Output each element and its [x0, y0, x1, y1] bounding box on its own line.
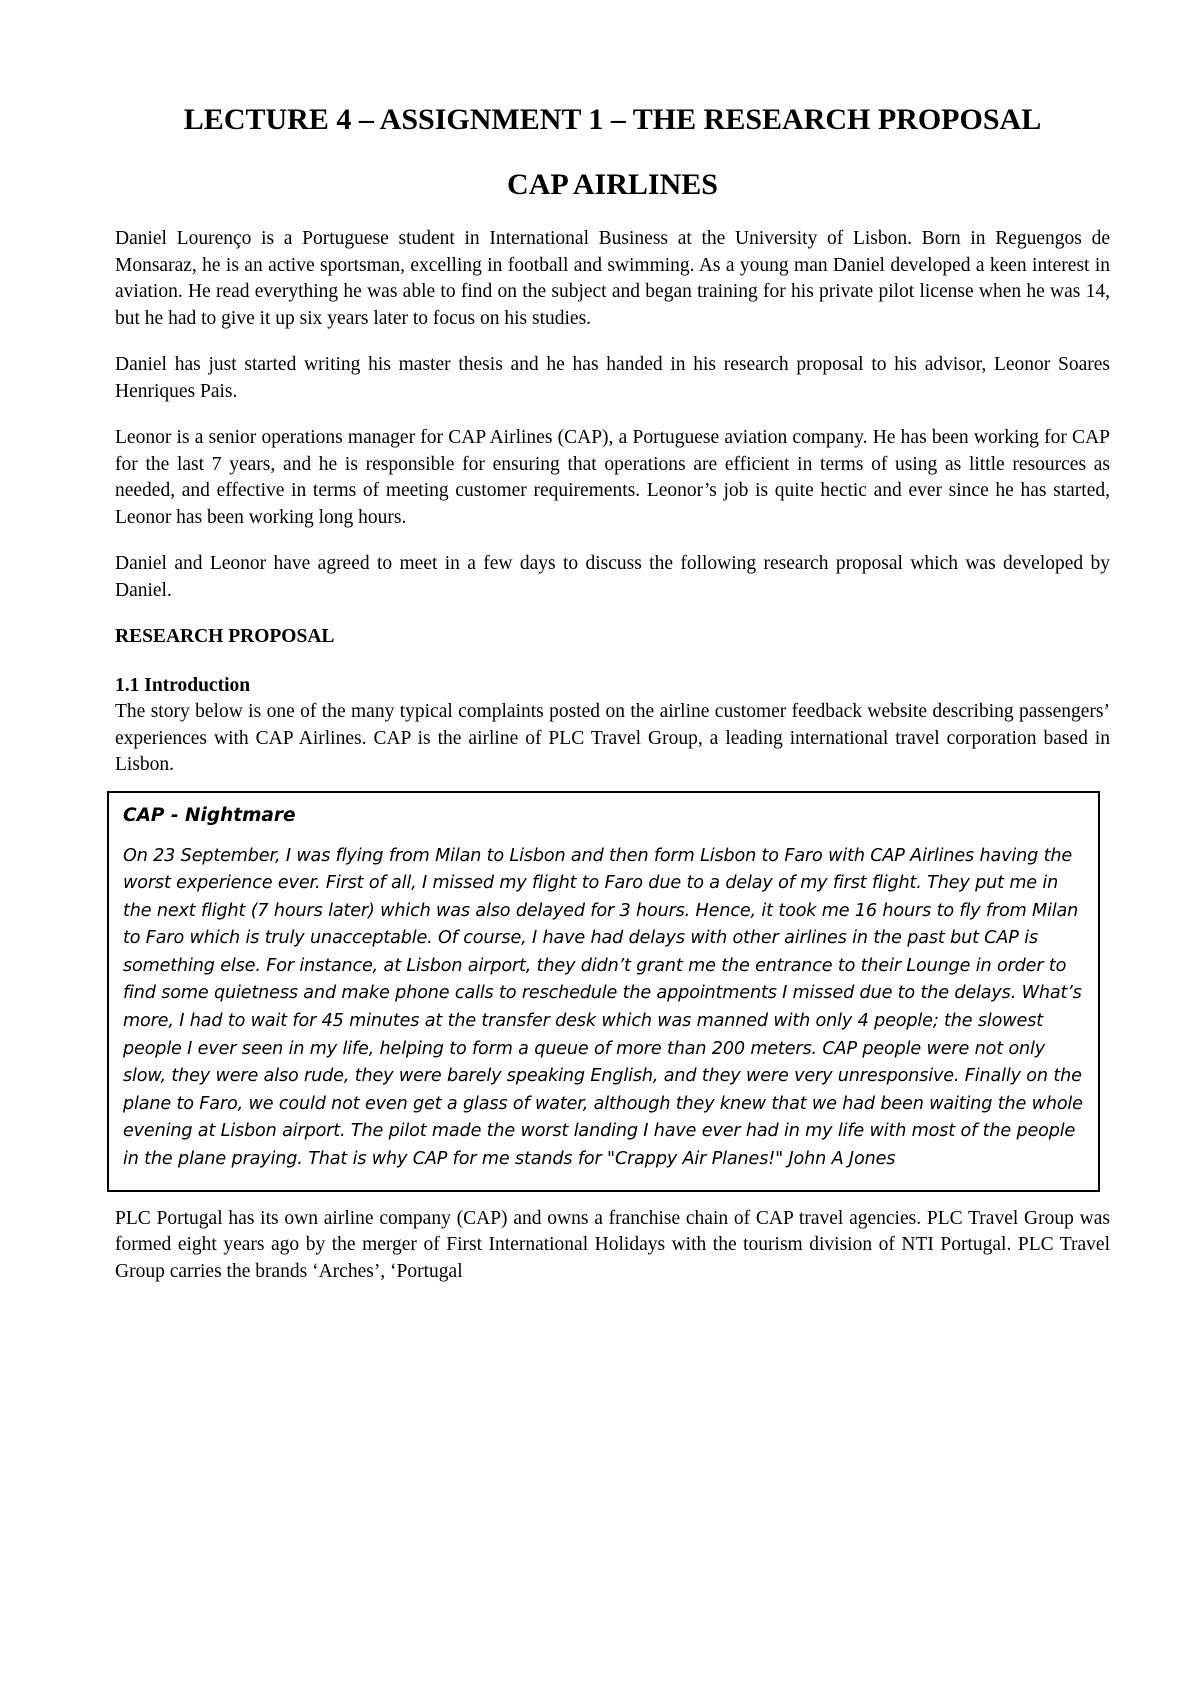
document-content — [115, 100, 1110, 1285]
document-subtitle: CAP AIRLINES — [507, 168, 718, 201]
complaint-body: On 23 September, I was flying from Milan to Lisbon and then form Lisbon to Faro with CAP Airlines having the worst experience ever. First of all, I missed my flight to Faro due to a delay of my first flight. They put me in the next flight (7 hours later) which was also delayed for 3 hours. Hence, it took me 16 hours to fly from Milan to Faro which is truly unacceptable. Of course, I have had delays with other airlines in the past but CAP is something else. For instance, at Lisbon airport, they didn’t grant me the entrance to their Lounge in order to find some quietness and make phone calls to reschedule the appointments I missed due to the delays. What’s more, I had to wait for 45 minutes at the transfer desk which was manned with only 4 people; the slowest people I ever seen in my life, helping to form a queue of more than 200 meters. CAP people were not only slow, they were also rude, they were barely speaking English, and they were very unresponsive. Finally on the plane to Faro, we could not even get a glass of water, although they knew that we had been waiting the whole evening at Lisbon airport. The pilot made the worst landing I have ever had in my life with most of the people in the plane praying. That is why CAP for me stands for "Crappy Air Planes!" John A Jones — [123, 845, 1083, 1170]
section-heading: RESEARCH PROPOSAL — [115, 626, 335, 647]
paragraph-meeting: Daniel and Leonor have agreed to meet in a few days to discuss the following research proposal which was developed by Daniel. — [115, 553, 1110, 601]
complaint-box — [107, 791, 1100, 1192]
paragraph-introduction: The story below is one of the many typical complaints posted on the airline customer feedback website describing passengers’ experiences with CAP Airlines. CAP is the airline of PLC Travel Group, a leading international travel corporation based in Lisbon. — [115, 701, 1110, 775]
document-title: LECTURE 4 – ASSIGNMENT 1 – THE RESEARCH PROPOSAL — [183, 103, 1042, 136]
paragraph-plc: PLC Portugal has its own airline company (CAP) and owns a franchise chain of CAP travel agencies. PLC Travel Group was formed eight years ago by the merger of First International Holidays with the tourism division of NTI Portugal. PLC Travel Group carries the brands ‘Arches’, ‘Portugal — [115, 1207, 1110, 1282]
complaint-title: CAP - Nightmare — [123, 804, 296, 826]
paragraph-intro-daniel: Daniel Lourenço is a Portuguese student in International Business at the University of Lisbon. Born in Reguengos de Monsaraz, he is an active sportsman, excelling in football and swimming. As a young man Daniel developed a keen interest in aviation. He read everything he was able to find on the subject and began training for his private pilot license when he was 14, but he had to give it up six years later to focus on his studies. — [115, 228, 1110, 329]
paragraph-leonor: Leonor is a senior operations manager for CAP Airlines (CAP), a Portuguese aviation company. He has been working for CAP for the last 7 years, and he is responsible for ensuring that operations are efficient in terms of using as little resources as needed, and effective in terms of meeting customer requirements. Leonor’s job is quite hectic and ever since he has started, Leonor has been working long hours. — [115, 427, 1110, 528]
paragraph-thesis: Daniel has just started writing his master thesis and he has handed in his research proposal to his advisor, Leonor Soares Henriques Pais. — [115, 354, 1110, 402]
subsection-heading: 1.1 Introduction — [115, 674, 251, 696]
